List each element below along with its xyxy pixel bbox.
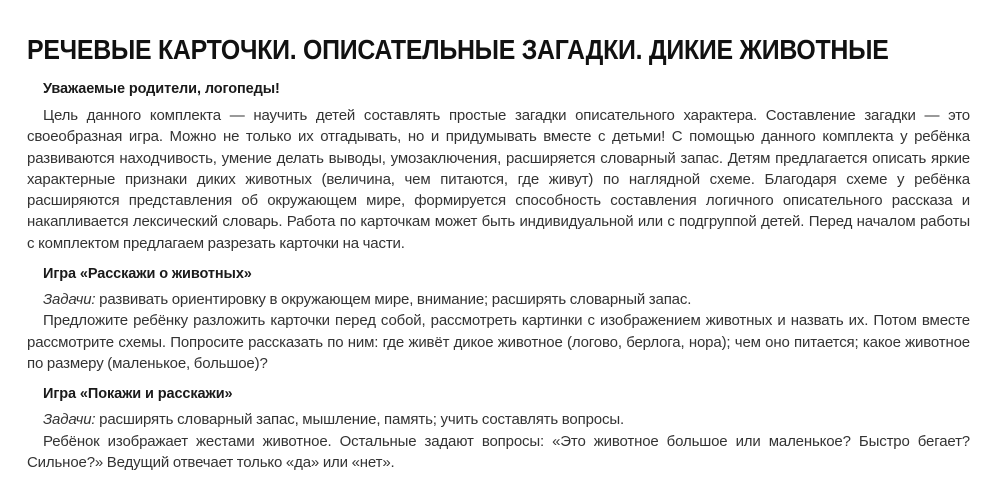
game-2-description: Ребёнок изображает жестами животное. Остальные задают вопросы: «Это животное большое или маленькое? Быстро бегает? Сильное?» Ведущий отвечает только «да» или «нет».: [27, 432, 970, 471]
game-2-task-text: расширять словарный запас, мышление, память; учить составлять вопросы.: [95, 411, 624, 429]
game-1-task-text: развивать ориентировку в окружающем мире, внимание; расширять словарный запас.: [95, 291, 692, 309]
game-2-task-label: Задачи:: [43, 411, 96, 429]
game-1-task: [27, 289, 970, 310]
game-1-description: Предложите ребёнку разложить карточки перед собой, рассмотреть картинки с изображением животных и назвать их. Потом вместе рассмотрите схемы. Попросите рассказать по ним: где живёт дикое животное (логово, берлога, нора); чем оно питается; какое животное по размеру (маленькое, большое)?: [27, 312, 970, 372]
game-2-heading: Игра «Покажи и расскажи»: [43, 386, 233, 403]
document-title: РЕЧЕВЫЕ КАРТОЧКИ. ОПИСАТЕЛЬНЫЕ ЗАГАДКИ. ДИКИЕ ЖИВОТНЫЕ: [27, 34, 889, 65]
greeting-heading: Уважаемые родители, логопеды!: [43, 81, 280, 97]
document-page: [27, 0, 970, 473]
game-1-task-label: Задачи:: [43, 291, 96, 309]
intro-paragraph: Цель данного комплекта — научить детей составлять простые загадки описательного характера. Составление загадки — это своеобразная игра. Можно не только их отгадывать, но и придумывать вместе с детьми! С помощью данного комплекта у ребёнка развиваются находчивость, умение делать выводы, умозаключения, расширяется словарный запас. Детям предлагается описать яркие характерные признаки диких животных (величина, чем питаются, где живут) по наглядной схеме. Благодаря схеме у ребёнка расширяются представления об окружающем мире, формируется способность составления логичного описательного рассказа и накапливается лексический словарь. Работа по карточкам может быть индивидуальной или с подгруппой детей. Перед началом работы с комплектом предлагаем разрезать карточки на части.: [27, 107, 970, 252]
game-2-task: [27, 409, 970, 430]
game-1-heading: Игра «Расскажи о животных»: [43, 266, 252, 283]
